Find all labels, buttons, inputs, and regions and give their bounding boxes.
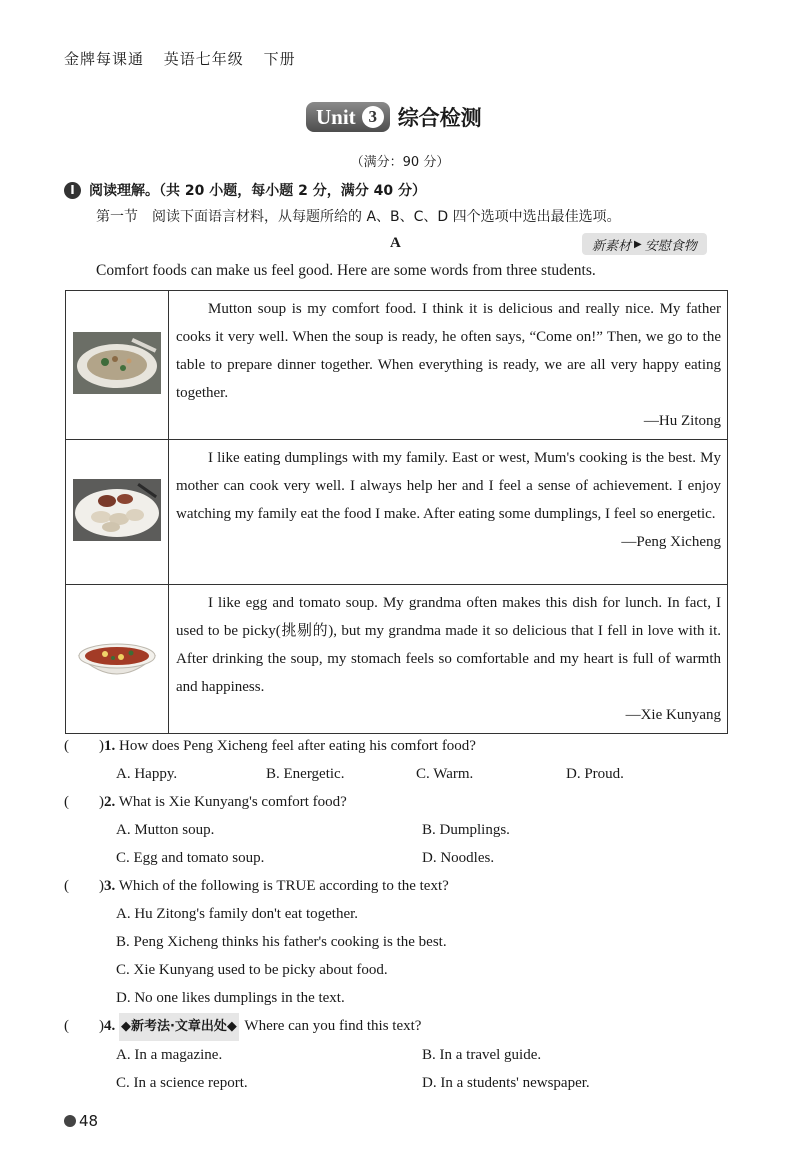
option: A. Hu Zitong's family don't eat together. <box>116 906 359 922</box>
dumplings-photo <box>66 440 169 585</box>
header-volume: 下册 <box>263 50 296 68</box>
option: A. In a magazine. <box>116 1047 223 1063</box>
passage-text: I like egg and tomato soup. My grandma often makes this dish for lunch. In fact, I used to be picky(挑剔的), but my grandma made it so delicious that I fell in love with it. After drinking the soup, my stomach feels so comfortable and my heart is full of warmth and happiness. <box>176 595 721 695</box>
question-number: 4. <box>104 1018 116 1034</box>
header-subject: 英语七年级 <box>163 50 244 68</box>
page-title <box>306 100 482 134</box>
passage-table <box>65 290 728 734</box>
section-instruction: 第一节 阅读下面语言材料，从每题所给的 A、B、C、D 四个选项中选出最佳选项。 <box>96 209 621 225</box>
unit-word: Unit <box>316 104 356 129</box>
passage-cell <box>169 291 728 440</box>
passage-author: —Hu Zitong <box>643 413 721 429</box>
answer-blank[interactable]: ( ) <box>64 738 104 754</box>
question-stem <box>64 872 744 900</box>
mutton-soup-photo <box>66 291 169 440</box>
question-number: 2. <box>104 794 116 810</box>
question-text: Where can you find this text? <box>244 1018 422 1034</box>
passage-row <box>66 291 728 440</box>
option: C. In a science report. <box>116 1075 248 1091</box>
question-text: How does Peng Xicheng feel after eating his comfort food? <box>119 738 476 754</box>
option: D. Noodles. <box>422 850 495 866</box>
answer-blank[interactable]: ( ) <box>64 794 104 810</box>
question-stem <box>64 732 744 760</box>
question-type-tag: ◆新考法·文章出处◆ <box>119 1013 239 1041</box>
question-text: Which of the following is TRUE according to the text? <box>118 878 449 894</box>
option: C. Warm. <box>416 766 474 782</box>
page-header <box>64 48 310 69</box>
option: D. Proud. <box>566 766 624 782</box>
passage-author: —Xie Kunyang <box>625 707 721 723</box>
passage-intro: Comfort foods can make us feel good. Here are some words from three students. <box>96 262 596 279</box>
option: B. Dumplings. <box>422 822 510 838</box>
passage-text: Mutton soup is my comfort food. I think it is delicious and really nice. My father cooks it very well. When the soup is ready, he often says, “Come on!” Then, we go to the table to prepare dinner together. When everything is ready, we are all very happy eating together. <box>176 301 721 401</box>
option: D. No one likes dumplings in the text. <box>116 990 345 1006</box>
option: B. In a travel guide. <box>422 1047 542 1063</box>
option-row <box>64 1041 744 1069</box>
passage-cell <box>169 440 728 585</box>
answer-blank[interactable]: ( ) <box>64 878 104 894</box>
unit-number: 3 <box>362 106 384 128</box>
page-number <box>64 1112 98 1130</box>
material-tag <box>582 233 707 255</box>
page-number-text: 48 <box>79 1112 99 1130</box>
section-numeral: Ⅰ <box>64 182 81 199</box>
passage-row <box>66 585 728 734</box>
option-row <box>64 1069 744 1097</box>
egg-tomato-soup-photo <box>66 585 169 734</box>
passage-cell <box>169 585 728 734</box>
option: A. Mutton soup. <box>116 822 215 838</box>
answer-blank[interactable]: ( ) <box>64 1018 104 1034</box>
question-list <box>64 732 744 1097</box>
section-heading-text: 阅读理解。（共 20 小题，每小题 2 分，满分 40 分） <box>89 183 426 199</box>
unit-badge <box>306 102 390 132</box>
option: C. Xie Kunyang used to be picky about food. <box>116 962 388 978</box>
question-stem <box>64 1012 744 1041</box>
section-heading <box>64 180 426 200</box>
option-row <box>64 760 744 788</box>
passage-author: —Peng Xicheng <box>621 534 721 550</box>
tag-right: 安慰食物 <box>644 238 697 254</box>
passage-text: I like eating dumplings with my family. East or west, Mum's cooking is the best. My mother can cook very well. I always help her and I feel a sense of achievement. I enjoy watching my family eat the food I make. After eating some dumplings, I feel so energetic. <box>176 450 721 522</box>
question-text: What is Xie Kunyang's comfort food? <box>118 794 347 810</box>
question-number: 3. <box>104 878 116 894</box>
option-row <box>64 816 744 844</box>
tag-arrow-icon: ▶ <box>634 238 642 250</box>
option: B. Energetic. <box>266 766 345 782</box>
option: A. Happy. <box>116 766 178 782</box>
passage-letter: A <box>390 235 401 251</box>
tag-left: 新素材 <box>592 238 632 254</box>
score-note: （满分：90 分） <box>350 155 450 170</box>
passage-row <box>66 440 728 585</box>
option: B. Peng Xicheng thinks his father's cooking is the best. <box>116 934 447 950</box>
gear-icon <box>64 1115 76 1127</box>
question-number: 1. <box>104 738 116 754</box>
option: D. In a students' newspaper. <box>422 1075 590 1091</box>
option-row <box>64 844 744 872</box>
header-brand: 金牌每课通 <box>64 50 145 68</box>
title-text: 综合检测 <box>397 106 482 130</box>
question-stem <box>64 788 744 816</box>
option: C. Egg and tomato soup. <box>116 850 265 866</box>
